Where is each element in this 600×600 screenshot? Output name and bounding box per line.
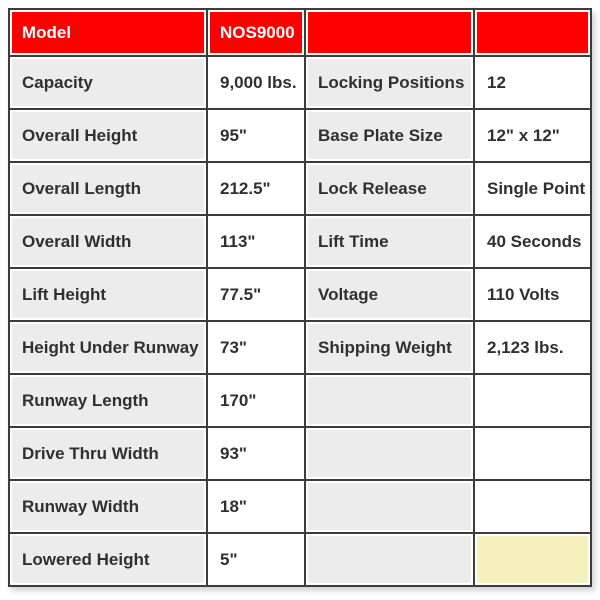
spec-value-voltage: 110 Volts [474,268,591,321]
header-model-number: NOS9000 [207,9,305,56]
spec-label-overall-length: Overall Length [9,162,207,215]
spec-value-overall-height: 95" [207,109,305,162]
table-row [9,162,591,215]
spec-label-lowered-height: Lowered Height [9,533,207,586]
spec-value-shipping-weight: 2,123 lbs. [474,321,591,374]
spec-label-overall-width: Overall Width [9,215,207,268]
spec-value-lift-time: 40 Seconds [474,215,591,268]
spec-label-locking-positions: Locking Positions [305,56,474,109]
header-spacer-1 [305,9,474,56]
empty-label-cell [305,480,474,533]
spec-value-height-under-runway: 73" [207,321,305,374]
empty-value-cell [474,480,591,533]
highlighted-empty-cell [474,533,591,586]
empty-value-cell [474,427,591,480]
spec-value-overall-length: 212.5" [207,162,305,215]
spec-label-voltage: Voltage [305,268,474,321]
table-row [9,427,591,480]
spec-value-overall-width: 113" [207,215,305,268]
table-row [9,480,591,533]
spec-value-runway-length: 170" [207,374,305,427]
table-row [9,268,591,321]
spec-label-lift-time: Lift Time [305,215,474,268]
empty-value-cell [474,374,591,427]
spec-label-runway-width: Runway Width [9,480,207,533]
header-model-label: Model [9,9,207,56]
empty-label-cell [305,427,474,480]
table-row [9,56,591,109]
spec-label-lock-release: Lock Release [305,162,474,215]
table-row [9,321,591,374]
spec-value-lowered-height: 5" [207,533,305,586]
spec-value-runway-width: 18" [207,480,305,533]
table-row [9,374,591,427]
spec-value-drive-thru-width: 93" [207,427,305,480]
table-row [9,215,591,268]
spec-label-runway-length: Runway Length [9,374,207,427]
spec-label-height-under-runway: Height Under Runway [9,321,207,374]
empty-label-cell [305,533,474,586]
spec-value-locking-positions: 12 [474,56,591,109]
spec-label-base-plate-size: Base Plate Size [305,109,474,162]
header-spacer-2 [474,9,591,56]
spec-label-lift-height: Lift Height [9,268,207,321]
table-row [9,533,591,586]
spec-value-lock-release: Single Point [474,162,591,215]
table-header-row [9,9,591,56]
spec-label-drive-thru-width: Drive Thru Width [9,427,207,480]
spec-value-capacity: 9,000 lbs. [207,56,305,109]
spec-value-lift-height: 77.5" [207,268,305,321]
empty-label-cell [305,374,474,427]
spec-label-overall-height: Overall Height [9,109,207,162]
spec-label-shipping-weight: Shipping Weight [305,321,474,374]
spec-table [8,8,592,587]
spec-label-capacity: Capacity [9,56,207,109]
table-row [9,109,591,162]
spec-value-base-plate-size: 12" x 12" [474,109,591,162]
